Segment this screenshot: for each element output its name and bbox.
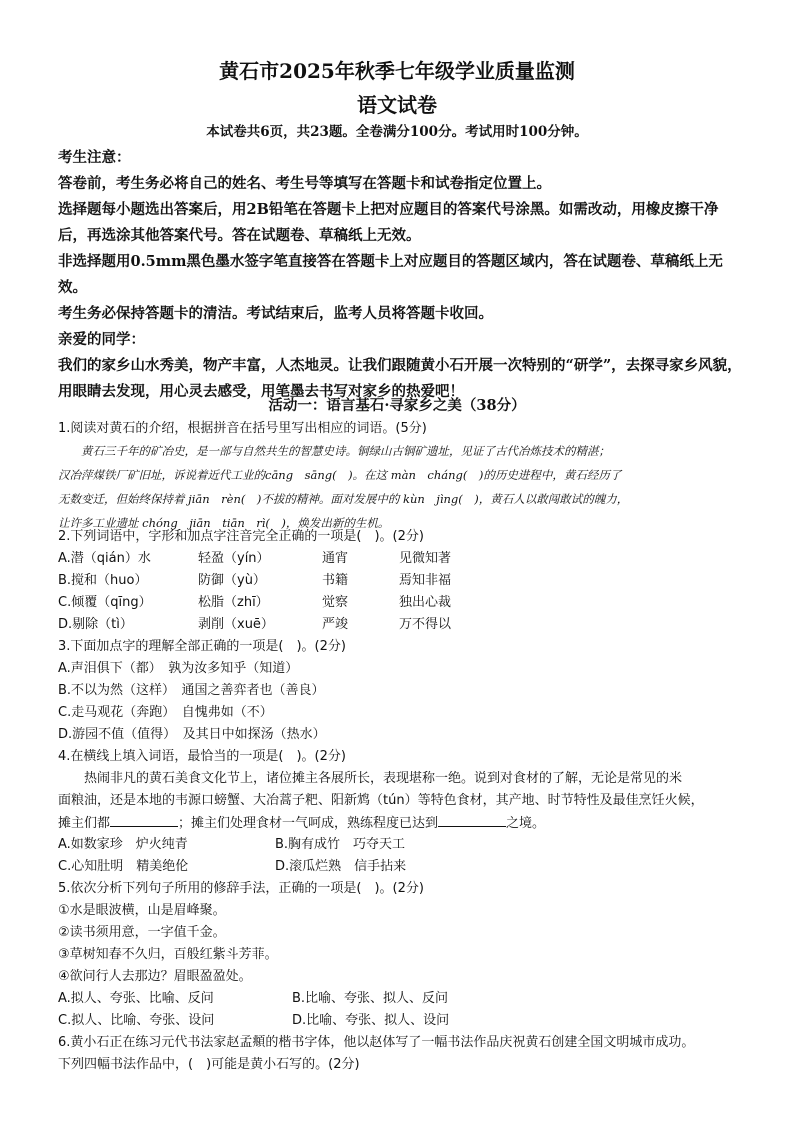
q1-passage-line: 汉冶萍煤铁厂矿旧址，诉说着近代工业的cāng sāng( )。在这 màn cháng( )的历史进程中，黄石经历了 [58,468,622,482]
q4-option-c: C.心知肚明 精美绝伦 [58,859,189,874]
greeting-heading: 亲爱的同学： [58,331,145,348]
q1-stem: 1.阅读对黄石的介绍，根据拼音在括号里写出相应的词语。(5分) [58,421,427,436]
q3-option-b: B.不以为然（这样） 通国之善弈者也（善良） [58,683,325,698]
notice-item-3: 非选择题用0.5mm黑色墨水签字笔直接答在答题卡上对应题目的答题区域内，答在试题卷、草稿纸上无效。 [58,253,723,296]
notice-item-2: 选择题每小题选出答案后，用2B铅笔在答题卡上把对应题目的答案代号涂黑。如需改动，用橡皮擦干净后，再选涂其他答案代号。答在试题卷、草稿纸上无效。 [58,201,719,244]
q4-option-d: D.滚瓜烂熟 信手拈来 [275,859,407,874]
q3-option-c: C.走马观花（奔跑） 自愧弗如（不） [58,705,273,720]
q1-passage-line: 无数变迁，但始终保持着 jiān rèn( )不拔的精神。面对发展中的 kùn jìng( )，黄石人以敢闯敢试的魄力， [58,492,629,506]
q2-stem: 2.下列词语中，字形和加点字注音完全正确的一项是( )。(2分) [58,529,424,544]
q5-stem: 5.依次分析下列句子所用的修辞手法，正确的一项是( )。(2分) [58,881,424,896]
notice-item-4: 考生务必保持答题卡的清洁。考试结束后，监考人员将答题卡收回。 [58,305,493,322]
q3-stem: 3.下面加点字的理解全部正确的一项是( )。(2分) [58,639,346,654]
notice-item-1: 答卷前，考生务必将自己的姓名、考生号等填写在答题卡和试卷指定位置上。 [58,175,551,192]
q4-option-a: A.如数家珍 炉火纯青 [58,837,188,852]
q4-passage-line: 摊主们都 ；摊主们处理食材一气呵成，熟练程度已达到 之境。 [58,812,545,835]
q5-sentence: ②读书须用意，一字值千金。 [58,925,226,940]
q1-passage-line: 让许多工业遗址 chóng jiān tiān rì( )，焕发出新的生机。 [58,516,390,530]
q4-passage-line: 热闹非凡的黄石美食文化节上，诸位摊主各展所长，表现堪称一绝。说到对食材的了解，无论是常见的米 [84,771,683,786]
q5-sentence: ④欲问行人去那边？眉眼盈盈处。 [58,969,252,984]
greeting-text: 我们的家乡山水秀美，物产丰富，人杰地灵。让我们跟随黄小石开展一次特别的“研学”，去探寻家乡风貌，用眼睛去发现，用心灵去感受，用笔墨去书写对家乡的热爱吧！ [58,357,742,400]
activity-heading: 活动一：语言基石·寻家乡之美（38分） [268,397,526,414]
q4-stem: 4.在横线上填入词语，最恰当的一项是( )。(2分) [58,749,346,764]
exam-intro: 本试卷共6页，共23题。全卷满分100分。考试用时100分钟。 [206,124,588,140]
q5-sentence: ①水是眼波横，山是眉峰聚。 [58,903,226,918]
answer-blank [110,812,178,827]
q5-option-a: A.拟人、夸张、比喻、反问 [58,991,214,1006]
q5-options [58,988,658,1032]
q3-option-a: A.声泪俱下（都） 孰为汝多知乎（知道） [58,661,299,676]
q5-option-d: D.比喻、夸张、拟人、设问 [292,1013,450,1028]
answer-blank [438,812,506,827]
q4-options [58,834,658,878]
q4-passage-line: 面粮油，还是本地的韦源口螃蟹、大冶蒿子粑、阳新鸩（tún）等特色食材，其产地、时节特性及最佳烹饪火候， [58,793,704,808]
q5-option-b: B.比喻、夸张、拟人、反问 [292,991,449,1006]
q1-passage-line: 黄石三千年的矿冶史，是一部与自然共生的智慧史诗。铜绿山古铜矿遗址，见证了古代冶炼技术的精湛； [81,444,610,458]
notice-heading: 考生注意： [58,149,131,166]
q1-passage [58,439,746,535]
q5-sentence: ③草树知春不久归，百般红紫斗芳菲。 [58,947,278,962]
exam-subtitle: 语文试卷 [357,93,437,117]
q2-options: A.潜（qián）水 轻盈（yín） 通宵 见微知著 B.搅和（huo） 防御（yù） 书籍 焉知非福 C.倾覆（qīng） 松脂（zhī） 觉察 独出心裁 D.剔除（tì） 剥削（xuē） 严竣 万不得以 [58,551,452,632]
q6-stem-line2: 下列四幅书法作品中，( )可能是黄小石写的。(2分) [58,1057,360,1072]
q4-option-b: B.胸有成竹 巧夺天工 [275,837,406,852]
q6-stem-line1: 6.黄小石正在练习元代书法家赵孟頫的楷书字体，他以赵体写了一幅书法作品庆祝黄石创建全国文明城市成功。 [58,1035,695,1050]
q3-option-d: D.游园不值（值得） 及其日中如探汤（热水） [58,727,326,742]
exam-title: 黄石市2025年秋季七年级学业质量监测 [219,59,575,83]
notice-section [58,145,746,405]
q5-option-c: C.拟人、比喻、夸张、设问 [58,1013,215,1028]
